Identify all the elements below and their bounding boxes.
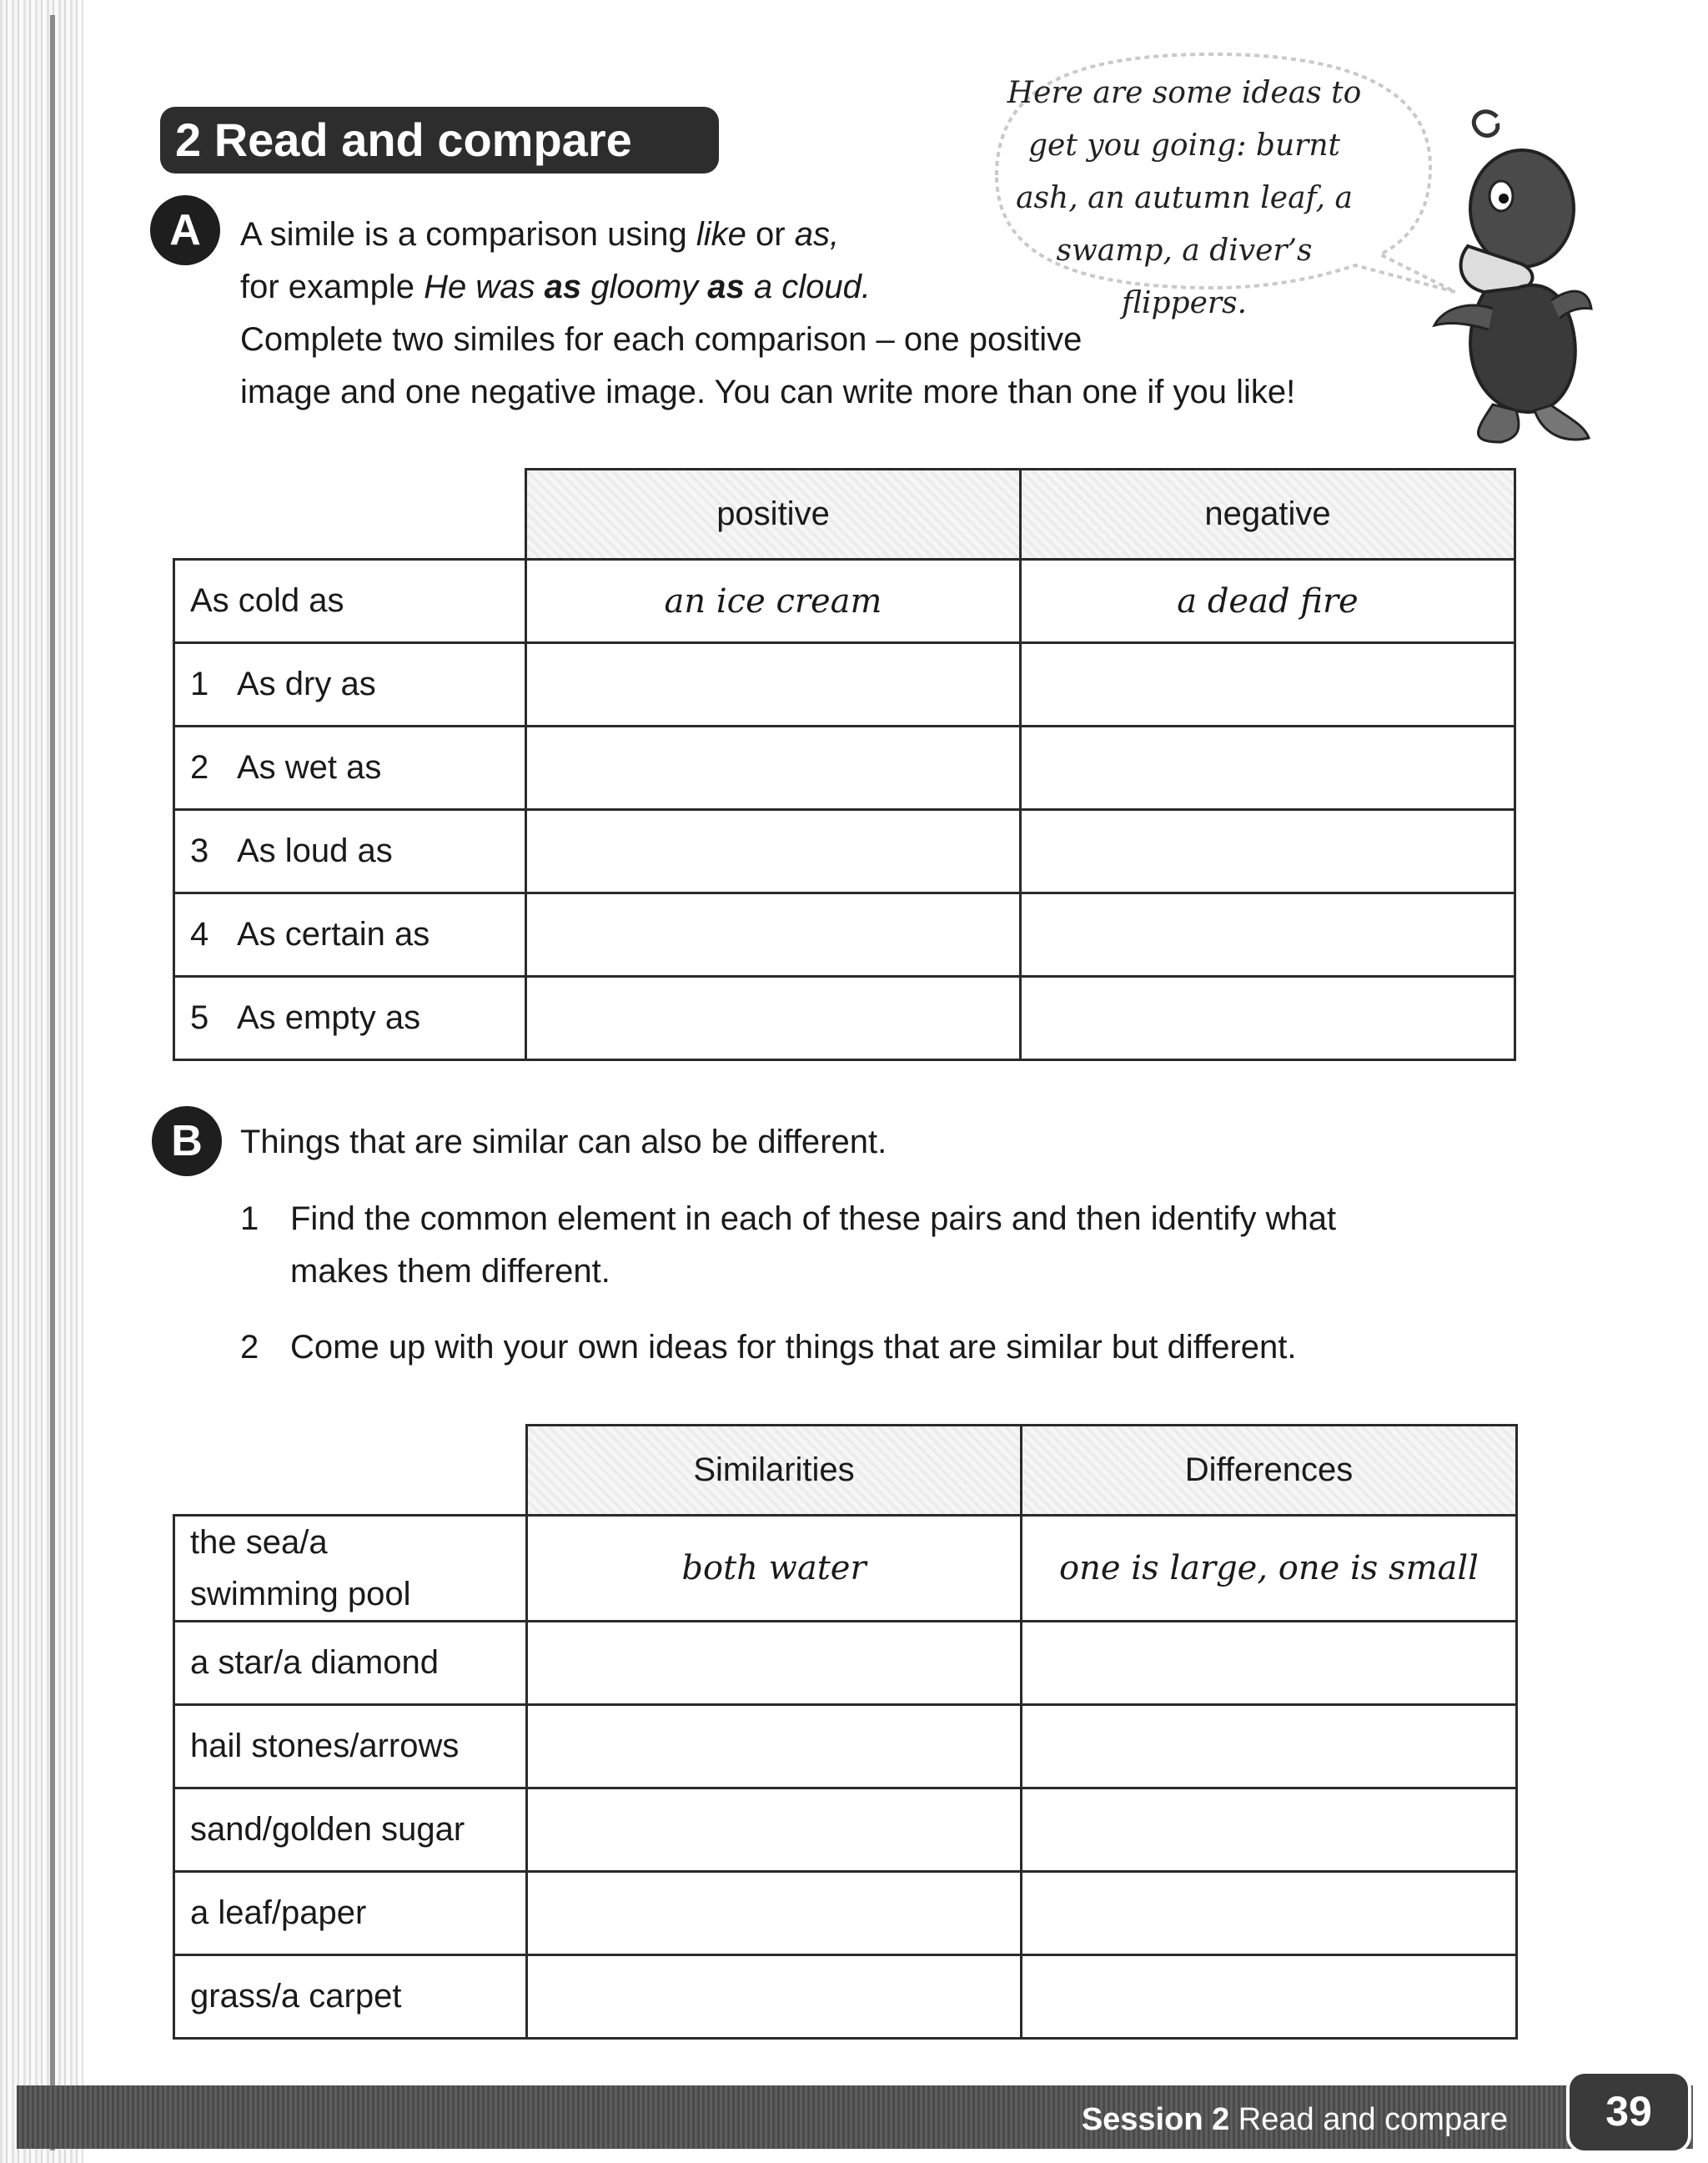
answer-differences[interactable] [1022,1872,1517,1955]
text-italic: gloomy [581,269,708,305]
row-label [174,977,526,1060]
row-label [174,643,526,727]
answer-negative[interactable] [1021,810,1515,893]
part-a-badge: A [150,195,220,265]
table-row [174,893,1515,977]
answer-similarities[interactable] [527,1788,1022,1872]
similarities-table [173,1424,1518,2040]
text-italic: like [696,216,746,253]
section-title: 2 Read and compare [160,107,719,174]
answer-negative[interactable] [1021,727,1515,810]
similes-table [173,468,1516,1061]
row-label [174,810,526,893]
answer-negative[interactable] [1021,643,1515,727]
label-text: As loud as [237,833,393,869]
table-row [174,1788,1517,1872]
part-b-task-list [240,1193,1336,1397]
table-row [174,1516,1517,1622]
table-corner [174,1426,527,1516]
bubble-line: get you going: burnt [1027,128,1341,163]
answer-similarities[interactable]: both water [527,1516,1022,1622]
bubble-line: Here are some ideas to [1007,76,1362,110]
table-row [174,810,1515,893]
part-a-instructions [240,209,1295,419]
table-header-row [174,470,1515,560]
header-differences: Differences [1022,1426,1517,1516]
row-label: a leaf/paper [174,1872,527,1955]
row-number: 3 [190,833,209,869]
answer-positive[interactable] [526,810,1021,893]
page-edge-shadow [0,0,83,2163]
answer-differences[interactable] [1022,1955,1517,2039]
row-label: a star/a diamond [174,1622,527,1705]
answer-differences[interactable] [1022,1705,1517,1788]
table-row [174,1705,1517,1788]
row-label [174,893,526,977]
answer-positive[interactable]: an ice cream [526,560,1021,643]
table-row [174,977,1515,1060]
row-number: 2 [190,749,209,786]
row-number: 5 [190,999,209,1036]
answer-similarities[interactable] [527,1622,1022,1705]
text-italic: as, [794,216,840,253]
text-italic: a cloud. [744,269,871,305]
row-label: sand/golden sugar [174,1788,527,1872]
instruction-line-2 [240,261,1295,314]
row-label [174,727,526,810]
row-label [174,560,526,643]
instruction-line-3: Complete two similes for each comparison – one positive [240,321,1083,358]
answer-differences[interactable]: one is large, one is small [1022,1516,1517,1622]
answer-positive[interactable] [526,893,1021,977]
answer-similarities[interactable] [527,1955,1022,2039]
table-row [174,1622,1517,1705]
part-b-badge: B [152,1106,222,1176]
answer-differences[interactable] [1022,1622,1517,1705]
header-positive: positive [526,470,1021,560]
answer-positive[interactable] [526,977,1021,1060]
answer-positive[interactable] [526,643,1021,727]
answer-negative[interactable] [1021,893,1515,977]
text-bold-italic: as [544,269,582,305]
text-bold-italic: as [707,269,745,305]
row-label: grass/a carpet [174,1955,527,2039]
item-number: 2 [240,1329,259,1366]
footer-session-label [1082,2100,1508,2139]
session-title: Read and compare [1229,2102,1508,2137]
header-negative: negative [1021,470,1515,560]
instruction-line-1 [240,209,1295,261]
label-text: As wet as [237,749,382,786]
label-text: swimming pool [190,1576,411,1612]
label-text: the sea/a [190,1524,328,1561]
duck-mascot-illustration [1418,100,1593,450]
page-binding-line [50,15,55,2150]
list-item [240,1321,1336,1374]
item-number: 1 [240,1200,259,1237]
page-number: 39 [1566,2070,1691,2154]
text-italic: He was [424,269,545,305]
header-similarities: Similarities [527,1426,1022,1516]
table-header-row [174,1426,1517,1516]
table-row [174,727,1515,810]
label-text: As certain as [237,916,430,953]
table-row [174,1955,1517,2039]
answer-negative[interactable] [1021,977,1515,1060]
bubble-line: ash, an autumn leaf, a [1016,181,1353,215]
bubble-line: swamp, a diver’s flippers. [1056,234,1313,320]
row-label: hail stones/arrows [174,1705,527,1788]
table-corner [174,470,526,560]
item-line: Come up with your own ideas for things that are similar but different. [290,1329,1297,1366]
text: A simile is a comparison using [240,216,696,253]
row-number: 1 [190,666,209,702]
footer-bar [17,2085,1693,2149]
item-line: Find the common element in each of these pairs and then identify what [290,1200,1337,1237]
answer-similarities[interactable] [527,1705,1022,1788]
session-number: Session 2 [1081,2102,1230,2137]
row-label [174,1516,527,1622]
row-number: 4 [190,916,209,953]
answer-differences[interactable] [1022,1788,1517,1872]
label-text: As cold as [190,582,344,619]
item-line: makes them different. [290,1253,610,1290]
label-text: As dry as [237,666,376,702]
text: for example [240,269,424,305]
answer-similarities[interactable] [527,1872,1022,1955]
table-row [174,560,1515,643]
label-text: As empty as [237,999,421,1036]
table-row [174,1872,1517,1955]
table-row [174,643,1515,727]
answer-negative[interactable]: a dead fire [1021,560,1515,643]
list-item [240,1193,1336,1298]
instruction-line-4: image and one negative image. You can write more than one if you like! [240,374,1296,410]
part-b-intro: Things that are similar can also be different. [240,1124,887,1160]
text: or [746,216,795,253]
answer-positive[interactable] [526,727,1021,810]
